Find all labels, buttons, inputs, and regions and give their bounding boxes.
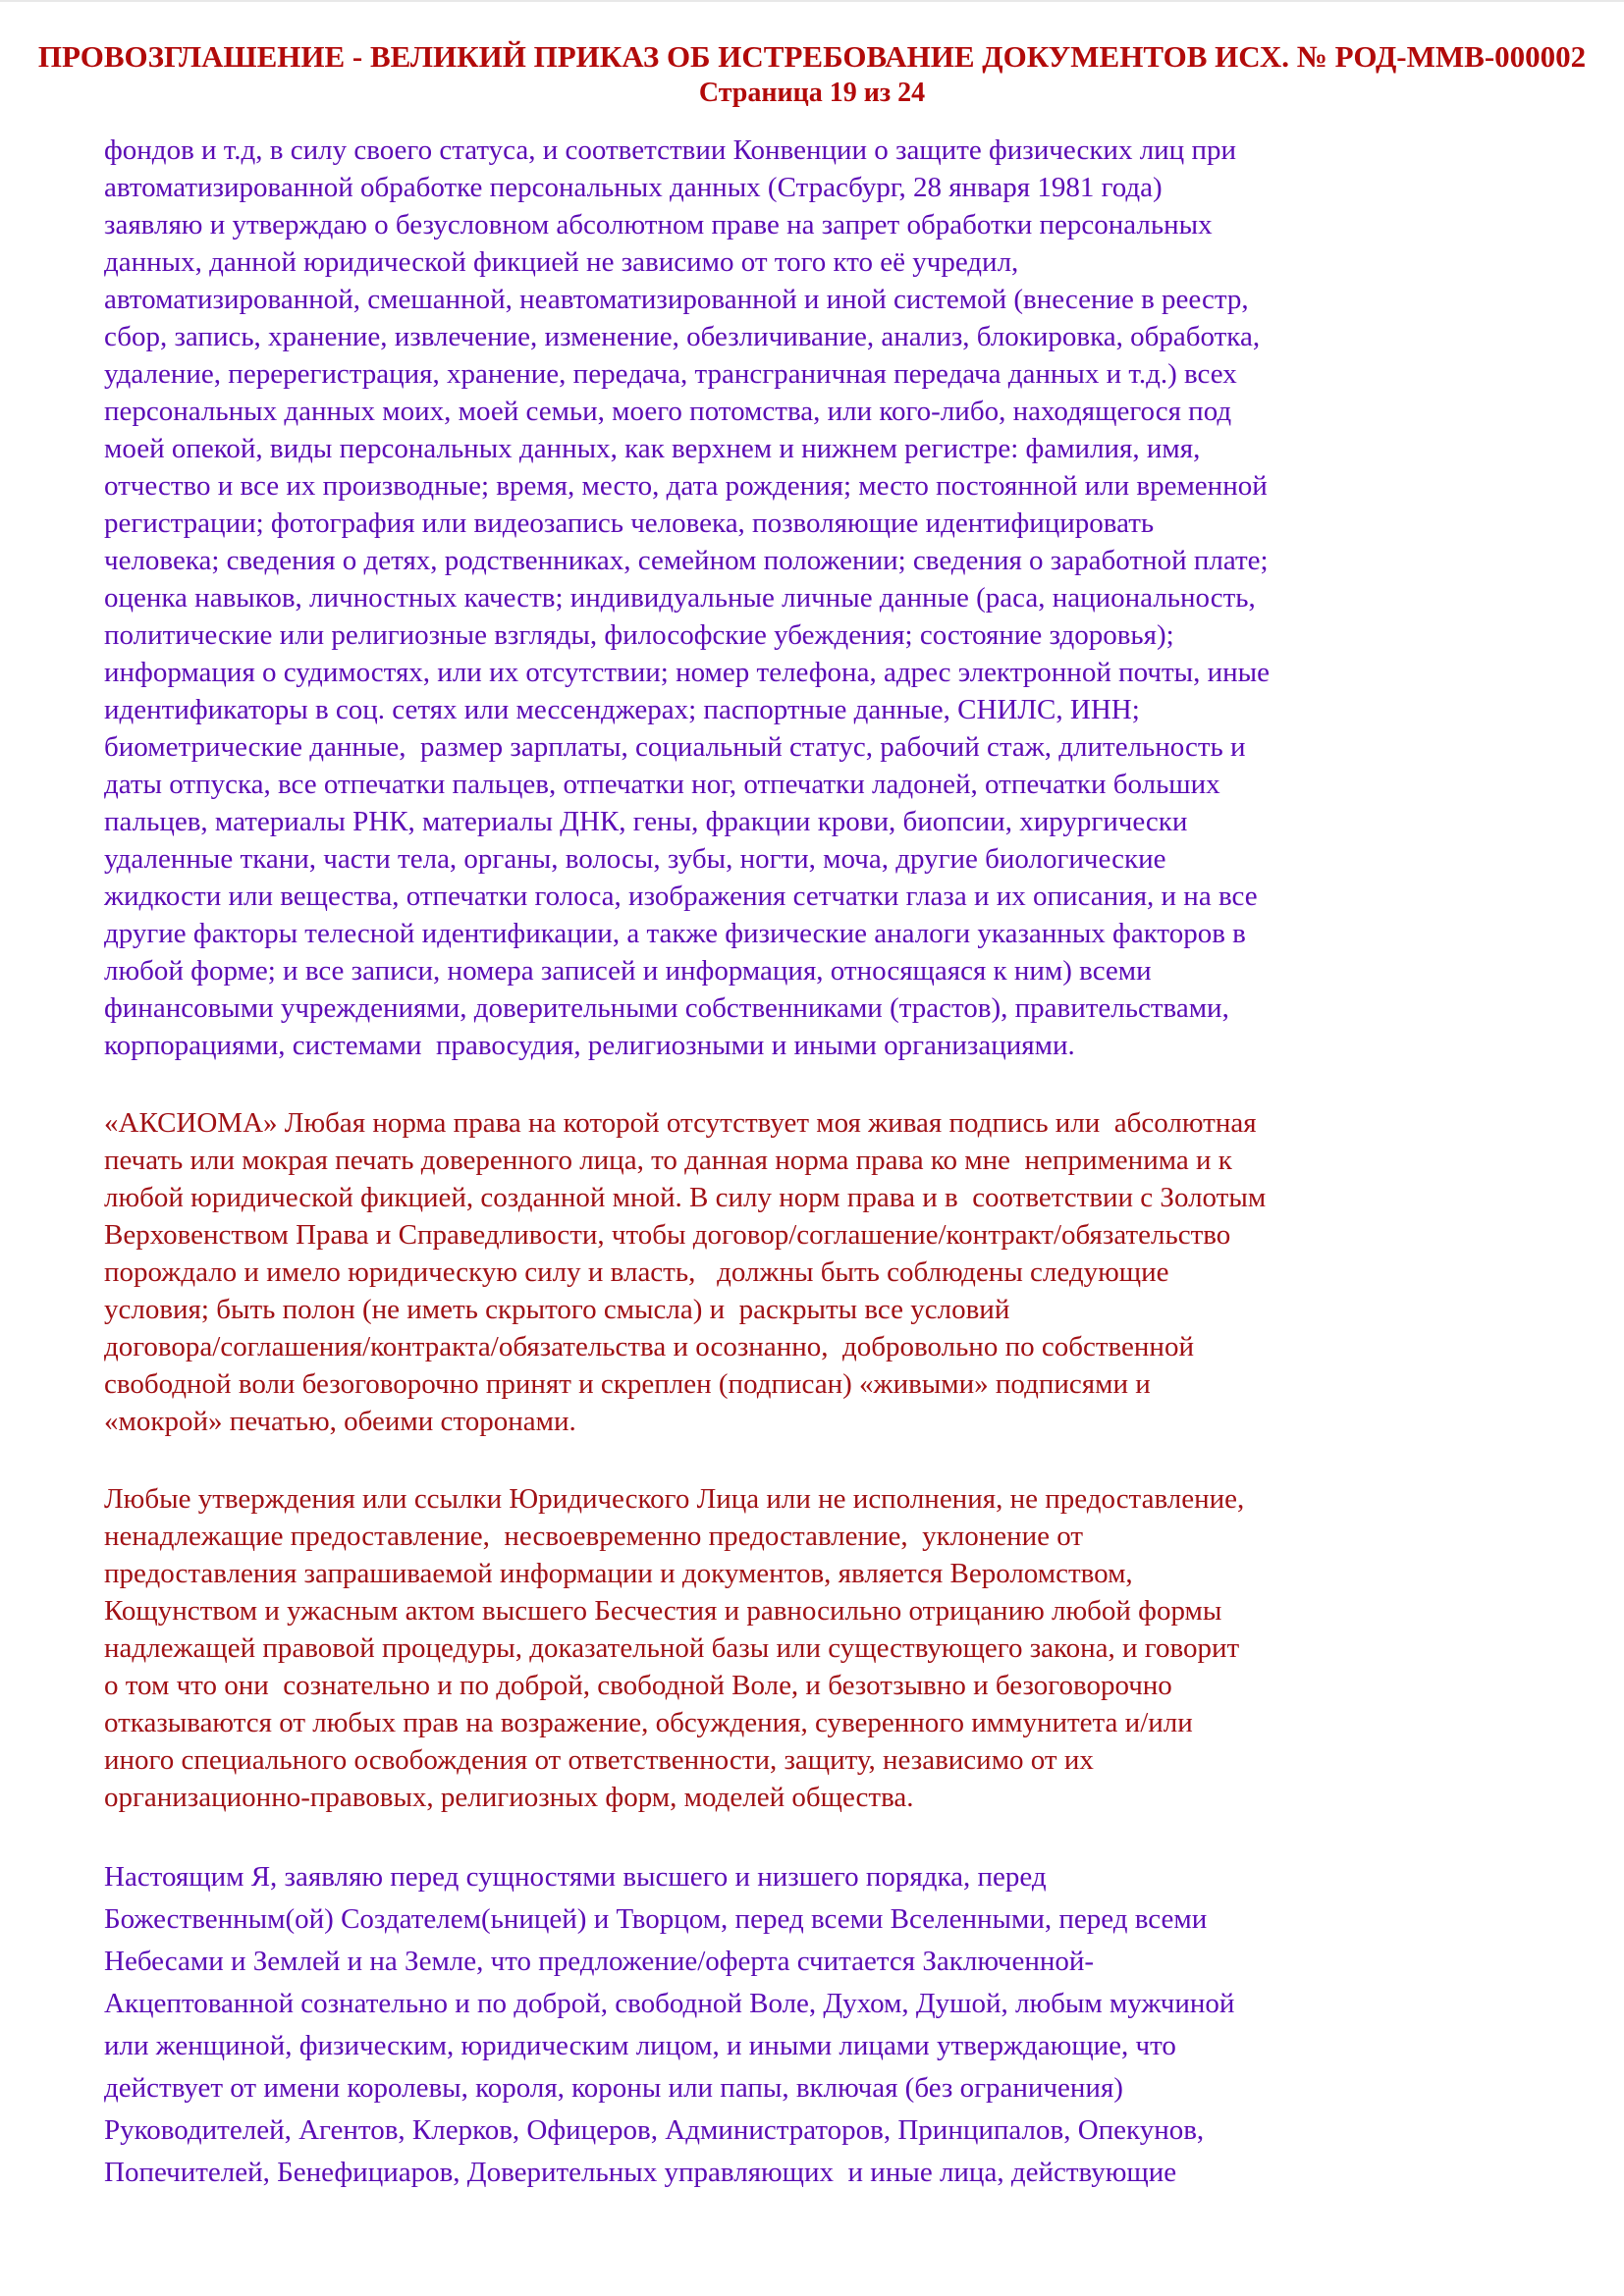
text-line: персональных данных моих, моей семьи, моего потомства, или кого-либо, находящегося под: [104, 396, 1232, 427]
text-line: действует от имени королевы, короля, короны или папы, включая (без ограничения): [104, 2072, 1123, 2104]
text-line: Попечителей, Бенефициаров, Доверительных управляющих и иные лица, действующие: [104, 2157, 1177, 2188]
text-line: порождало и имело юридическую силу и власть, должны быть соблюдены следующие: [104, 1256, 1169, 1288]
paragraph-axiom: [104, 1104, 1508, 1440]
text-line: сбор, запись, хранение, извлечение, изменение, обезличивание, анализ, блокировка, обработка,: [104, 321, 1261, 352]
text-line: удаление, перерегистрация, хранение, передача, трансграничная передача данных и т.д.) всех: [104, 358, 1237, 390]
text-line: печать или мокрая печать доверенного лица, то данная норма права ко мне неприменима и к: [104, 1145, 1232, 1176]
text-line: иного специального освобождения от ответственности, защиту, независимо от их: [104, 1744, 1094, 1776]
text-line: оценка навыков, личностных качеств; индивидуальные личные данные (раса, национальность,: [104, 582, 1256, 614]
text-line: Кощунством и ужасным актом высшего Бесчестия и равносильно отрицанию любой формы: [104, 1595, 1222, 1627]
text-line: идентификаторы в соц. сетях или мессенджерах; паспортные данные, СНИЛС, ИНН;: [104, 694, 1140, 725]
text-line: регистрации; фотография или видеозапись человека, позволяющие идентифицировать: [104, 507, 1155, 539]
text-line: Руководителей, Агентов, Клерков, Офицеров, Администраторов, Принципалов, Опекунов,: [104, 2114, 1205, 2146]
text-line: моей опекой, виды персональных данных, как верхнем и нижнем регистре: фамилия, имя,: [104, 433, 1201, 464]
text-line: Верховенством Права и Справедливости, чтобы договор/соглашение/контракт/обязательство: [104, 1219, 1231, 1251]
text-line: финансовыми учреждениями, доверительными собственниками (трастов), правительствами,: [104, 992, 1229, 1024]
text-line: человека; сведения о детях, родственниках, семейном положении; сведения о заработной плате;: [104, 545, 1269, 576]
document-body: [0, 132, 1624, 2194]
text-line: отчество и все их производные; время, место, дата рождения; место постоянной или временной: [104, 470, 1268, 502]
text-line: предоставления запрашиваемой информации и документов, является Вероломством,: [104, 1558, 1133, 1589]
text-line: Божественным(ой) Создателем(ьницей) и Творцом, перед всеми Вселенными, перед всеми: [104, 1903, 1208, 1935]
text-line: организационно-правовых, религиозных форм, моделей общества.: [104, 1782, 914, 1813]
text-line: пальцев, материалы РНК, материалы ДНК, гены, фракции крови, биопсии, хирургически: [104, 806, 1188, 837]
text-line: удаленные ткани, части тела, органы, волосы, зубы, ногти, моча, другие биологические: [104, 843, 1166, 875]
text-line: заявляю и утверждаю о безусловном абсолютном праве на запрет обработки персональных: [104, 209, 1213, 240]
text-line: Небесами и Землей и на Земле, что предложение/оферта считается Заключенной-: [104, 1946, 1095, 1977]
text-line: надлежащей правовой процедуры, доказательной базы или существующего закона, и говорит: [104, 1632, 1240, 1664]
text-line: договора/соглашения/контракта/обязательства и осознанно, добровольно по собственной: [104, 1331, 1194, 1362]
text-line: условия; быть полон (не иметь скрытого смысла) и раскрыты все условий: [104, 1294, 1010, 1325]
text-line: любой юридической фикцией, созданной мной. В силу норм права и в соответствии с Золотым: [104, 1182, 1267, 1213]
text-line: даты отпуска, все отпечатки пальцев, отпечатки ног, отпечатки ладоней, отпечатки больших: [104, 769, 1220, 800]
paragraph-legal-entity-claims: [104, 1480, 1508, 1816]
text-line: данных, данной юридической фикцией не зависимо от того кто её учредил,: [104, 246, 1019, 278]
document-header: [0, 39, 1624, 110]
text-line: корпорациями, системами правосудия, религиозными и иными организациями.: [104, 1030, 1075, 1061]
text-line: Настоящим Я, заявляю перед сущностями высшего и низшего порядка, перед: [104, 1861, 1047, 1893]
text-line: автоматизированной, смешанной, неавтоматизированной и иной системой (внесение в реестр,: [104, 284, 1249, 315]
text-line: Любые утверждения или ссылки Юридического Лица или не исполнения, не предоставление,: [104, 1483, 1245, 1515]
text-line: политические или религиозные взгляды, философские убеждения; состояние здоровья);: [104, 619, 1174, 651]
page-number: Страница 19 из 24: [698, 78, 926, 108]
document-title: ПРОВОЗГЛАШЕНИЕ - ВЕЛИКИЙ ПРИКАЗ ОБ ИСТРЕБОВАНИЕ ДОКУМЕНТОВ ИСХ. № РОД-ММВ-000002: [37, 39, 1587, 74]
text-line: ненадлежащие предоставление, несвоевременно предоставление, уклонение от: [104, 1521, 1084, 1552]
text-line: или женщиной, физическим, юридическим лицом, и иными лицами утверждающие, что: [104, 2030, 1176, 2061]
paragraph-data-processing-prohibition: [104, 132, 1508, 1064]
text-line: «АКСИОМА» Любая норма права на которой отсутствует моя живая подпись или абсолютная: [104, 1107, 1257, 1139]
text-line: любой форме; и все записи, номера записей и информация, относящаяся к ним) всеми: [104, 955, 1152, 987]
text-line: Акцептованной сознательно и по доброй, свободной Воле, Духом, Душой, любым мужчиной: [104, 1988, 1235, 2019]
text-line: информация о судимостях, или их отсутствии; номер телефона, адрес электронной почты, иные: [104, 657, 1271, 688]
text-line: автоматизированной обработке персональных данных (Страсбург, 28 января 1981 года): [104, 172, 1163, 203]
text-line: другие факторы телесной идентификации, а также физические аналоги указанных факторов в: [104, 918, 1246, 949]
paragraph-declaration: [104, 1856, 1508, 2194]
text-line: о том что они сознательно и по доброй, свободной Воле, и безотзывно и безоговорочно: [104, 1670, 1172, 1701]
text-line: фондов и т.д, в силу своего статуса, и соответствии Конвенции о защите физических лиц при: [104, 134, 1236, 166]
text-line: жидкости или вещества, отпечатки голоса, изображения сетчатки глаза и их описания, и на все: [104, 881, 1258, 912]
text-line: биометрические данные, размер зарплаты, социальный статус, рабочий стаж, длительность и: [104, 731, 1246, 763]
text-line: отказываются от любых прав на возражение, обсуждения, суверенного иммунитета и/или: [104, 1707, 1193, 1738]
text-line: свободной воли безоговорочно принят и скреплен (подписан) «живыми» подписями и: [104, 1368, 1151, 1400]
text-line: «мокрой» печатью, обеими сторонами.: [104, 1406, 576, 1437]
